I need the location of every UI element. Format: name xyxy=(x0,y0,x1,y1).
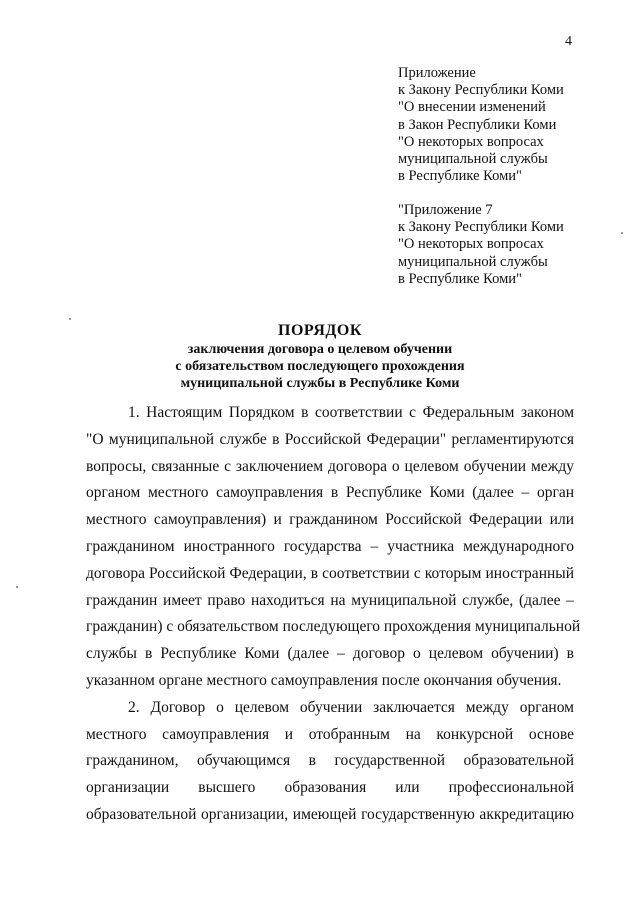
heading-subtitle-line: заключения договора о целевом обучении xyxy=(187,342,453,357)
appendix-current-block xyxy=(398,65,564,185)
appendix-current-line: Приложение xyxy=(398,65,476,81)
paragraph-2 xyxy=(86,695,574,829)
appendix-current-line: "О внесении изменений xyxy=(398,99,546,116)
paragraph-line: договора Российской Федерации, в соответствии с которым иностранный xyxy=(86,564,574,582)
paragraph-line: указанном органе местного самоуправления после окончания обучения. xyxy=(86,671,562,689)
paragraph-line: службы в Республике Коми (далее – договор о целевом обучении) в xyxy=(86,645,574,663)
paragraph-line: 2. Договор о целевом обучении заключается между органом xyxy=(128,698,574,716)
paragraph-line: гражданином, обучающимся в государственной образовательной xyxy=(86,752,574,770)
paragraph-line: гражданин имеет право находиться на муниципальной службе, (далее – xyxy=(86,591,574,609)
heading-subtitle-line: муниципальной службы в Республике Коми xyxy=(180,376,460,391)
scan-speck xyxy=(621,232,623,234)
paragraph-line: 1. Настоящим Порядком в соответствии с Федеральным законом xyxy=(128,404,574,421)
appendix-current-line: в Закон Республики Коми xyxy=(398,116,557,133)
appendix-original-line: "Приложение 7 xyxy=(398,202,493,218)
paragraph-line: местного самоуправления) и гражданином Российской Федерации или xyxy=(86,511,574,529)
appendix-original-line: муниципальной службы xyxy=(398,253,548,270)
paragraph-line: организации высшего образования или профессиональной xyxy=(86,779,574,797)
paragraph-line: "О муниципальной службе в Российской Федерации" регламентируются xyxy=(86,430,574,448)
heading-title: ПОРЯДОК xyxy=(278,322,362,339)
page-number: 4 xyxy=(565,34,572,49)
appendix-original-block xyxy=(398,202,564,288)
paragraph-line: гражданин) с обязательством последующего прохождения муниципальной xyxy=(86,618,581,636)
appendix-current-line: муниципальной службы xyxy=(398,151,548,168)
document-body xyxy=(86,400,581,829)
appendix-original-line: в Республике Коми" xyxy=(398,270,522,287)
appendix-original-line: к Закону Республики Коми xyxy=(398,219,564,236)
scan-speck xyxy=(69,318,71,320)
paragraph-line: органом местного самоуправления в Республике Коми (далее – орган xyxy=(86,484,574,502)
appendix-current-line: "О некоторых вопросах xyxy=(398,133,544,150)
paragraph-line: образовательной организации, имеющей государственную аккредитацию xyxy=(86,805,574,823)
appendix-current-line: в Республике Коми" xyxy=(398,168,522,185)
appendix-current-line: к Закону Республики Коми xyxy=(398,82,564,99)
paragraph-line: вопросы, связанные с заключением договора о целевом обучении между xyxy=(86,457,574,475)
paragraph-1 xyxy=(86,400,581,695)
paragraph-line: местного самоуправления и отобранным на конкурсной основе xyxy=(86,725,574,743)
paragraph-line: гражданином иностранного государства – участника международного xyxy=(86,537,574,555)
document-heading xyxy=(0,321,640,392)
heading-subtitle-line: с обязательством последующего прохождения xyxy=(175,359,465,374)
appendix-original-line: "О некоторых вопросах xyxy=(398,236,544,253)
scan-speck xyxy=(16,586,18,588)
